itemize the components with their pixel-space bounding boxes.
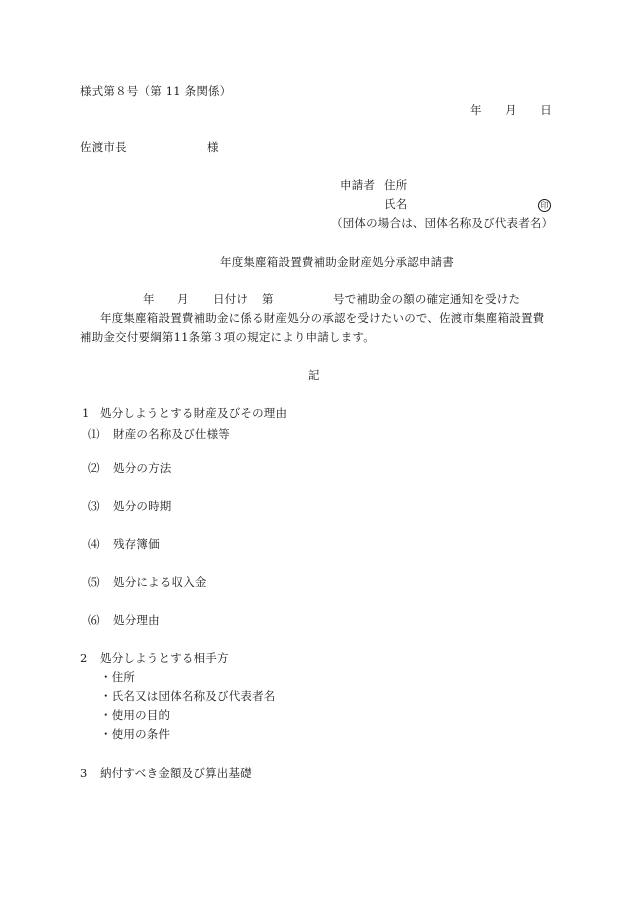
section-2-title: 処分しようとする相手方 — [100, 651, 229, 665]
body-line1-hizuke: 日付け — [213, 292, 249, 306]
item-1-label: 財産の名称及び仕様等 — [113, 427, 230, 441]
body-line3: 補助金交付要綱第11条第３項の規定により申請します。 — [80, 330, 375, 344]
submission-date: 年 月 日 — [470, 103, 552, 117]
bullet-purpose: ・使用の目的 — [100, 708, 171, 722]
item-4-label: 残存簿価 — [113, 537, 160, 551]
applicant-address-label: 住所 — [384, 178, 408, 192]
ki-heading: 記 — [308, 368, 320, 382]
addressee-name: 佐渡市長 — [80, 140, 127, 154]
bullet-address: ・住所 — [100, 670, 136, 684]
item-5-number: ⑸ — [88, 575, 100, 589]
bullet-name: ・氏名又は団体名称及び代表者名 — [100, 689, 276, 703]
item-6-label: 処分理由 — [113, 613, 160, 627]
body-line1-nen: 年 — [143, 292, 155, 306]
section-2-number: 2 — [80, 651, 88, 665]
body-line1-dai: 第 — [262, 292, 274, 306]
item-5-label: 処分による収入金 — [113, 575, 207, 589]
body-line1-tsuki: 月 — [177, 292, 189, 306]
item-3-label: 処分の時期 — [113, 499, 172, 513]
addressee-honorific: 様 — [207, 140, 219, 154]
section-1-title: 処分しようとする財産及びその理由 — [100, 406, 288, 420]
document-title: 年度集塵箱設置費補助金財産処分承認申請書 — [220, 255, 454, 269]
bullet-conditions: ・使用の条件 — [100, 727, 171, 741]
item-1-number: ⑴ — [88, 427, 100, 441]
group-note: （団体の場合は、団体名称及び代表者名） — [331, 216, 554, 230]
applicant-name-label: 氏名 — [384, 197, 408, 211]
section-1-number: 1 — [82, 406, 90, 420]
section-3-number: 3 — [80, 766, 88, 780]
item-4-number: ⑷ — [88, 537, 100, 551]
form-id: 様式第８号（第 11 条関係） — [80, 84, 232, 98]
item-6-number: ⑹ — [88, 613, 100, 627]
item-2-number: ⑵ — [88, 461, 100, 475]
item-2-label: 処分の方法 — [113, 461, 172, 475]
applicant-label: 申請者 — [340, 178, 376, 192]
section-3-title: 納付すべき金額及び算出基礎 — [100, 766, 252, 780]
seal-mark: 印 — [538, 199, 551, 212]
body-line2: 年度集塵箱設置費補助金に係る財産処分の承認を受けたいので、佐渡市集塵箱設置費 — [100, 311, 545, 325]
item-3-number: ⑶ — [88, 499, 100, 513]
body-line1-rest: 号で補助金の額の確定通知を受けた — [333, 292, 521, 306]
